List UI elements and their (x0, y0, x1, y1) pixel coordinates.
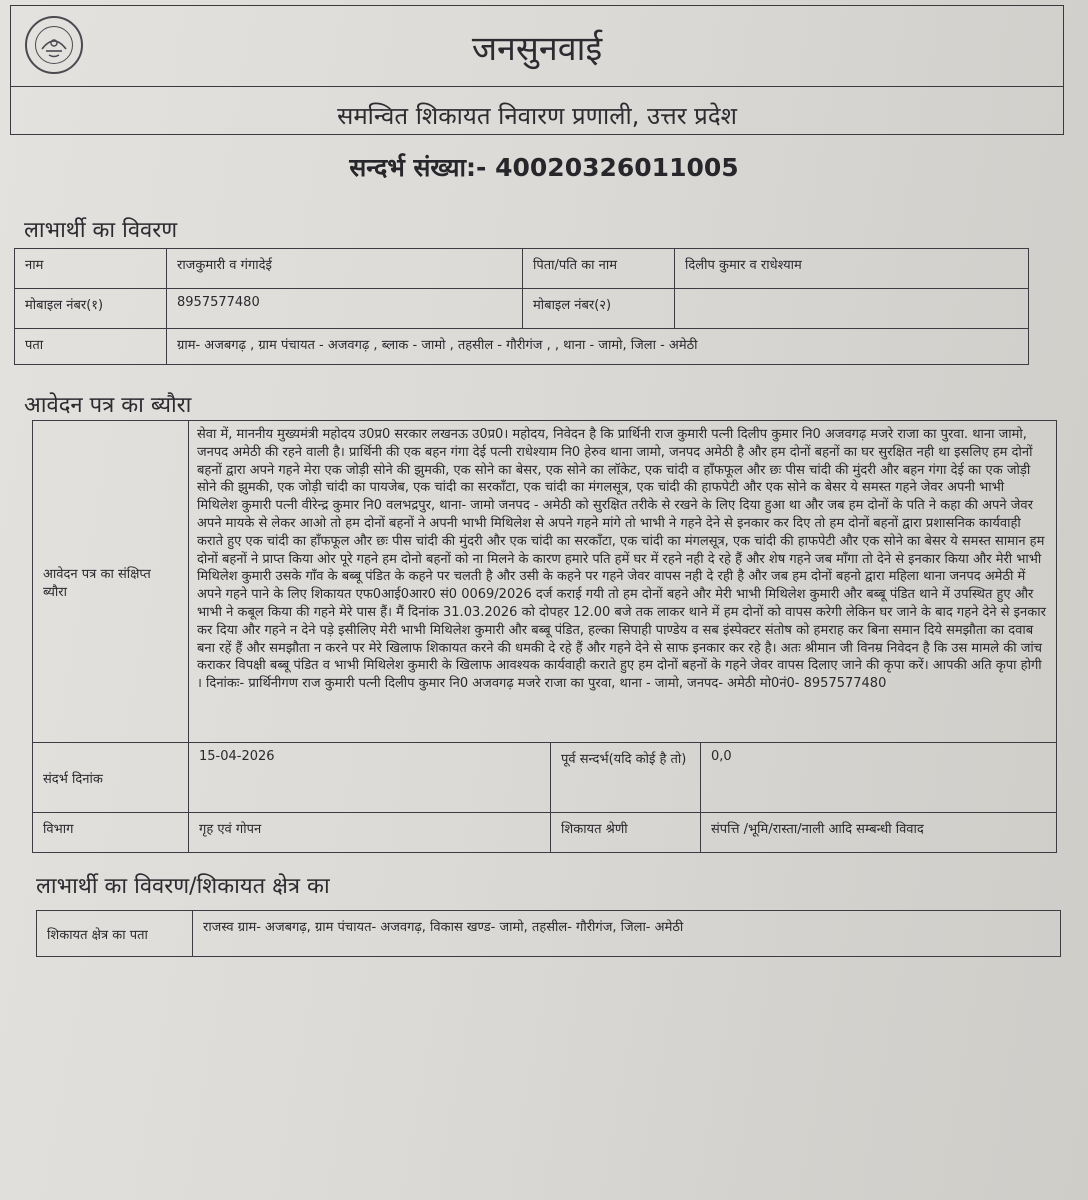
application-section-title: आवेदन पत्र का ब्यौरा (24, 393, 192, 418)
reference-number: 40020326011005 (495, 153, 739, 182)
table-row (15, 329, 1029, 365)
table-row (33, 743, 1057, 813)
table-row (33, 421, 1057, 743)
department-value: गृह एवं गोपन (189, 813, 551, 853)
beneficiary-section-title: लाभार्थी का विवरण (24, 218, 178, 243)
category-label: शिकायत श्रेणी (551, 813, 701, 853)
complaint-area-table (36, 910, 1061, 957)
application-table (32, 420, 1057, 853)
system-name: समन्वित शिकायत निवारण प्रणाली, उत्तर प्रदेश (337, 102, 737, 130)
previous-reference-value: 0,0 (701, 743, 1057, 813)
complaint-area-section-title: लाभार्थी का विवरण/शिकायत क्षेत्र का (36, 874, 330, 899)
beneficiary-table (14, 248, 1029, 365)
header-top-row (11, 6, 1063, 87)
mobile1-label: मोबाइल नंबर(१) (15, 289, 167, 329)
table-row (15, 289, 1029, 329)
reference-number-line (0, 150, 1088, 184)
mobile2-label: मोबाइल नंबर(२) (523, 289, 675, 329)
table-row (33, 813, 1057, 853)
mobile1-value: 8957577480 (167, 289, 523, 329)
table-row (15, 249, 1029, 289)
document-header (10, 5, 1064, 135)
father-husband-label: पिता/पति का नाम (523, 249, 675, 289)
category-value: संपत्ति /भूमि/रास्ता/नाली आदि सम्बन्धी विवाद (701, 813, 1057, 853)
father-husband-value: दिलीप कुमार व राधेश्याम (675, 249, 1029, 289)
department-label: विभाग (33, 813, 189, 853)
portal-name: जनसुनवाई (471, 29, 603, 69)
previous-reference-label: पूर्व सन्दर्भ(यदि कोई है तो) (551, 743, 701, 813)
name-value: राजकुमारी व गंगादेई (167, 249, 523, 289)
reference-date-label: संदर्भ दिनांक (33, 743, 189, 813)
address-label: पता (15, 329, 167, 365)
reference-date-value: 15-04-2026 (189, 743, 551, 813)
complaint-area-address-value: राजस्व ग्राम- अजबगढ़, ग्राम पंचायत- अजवगढ़, विकास खण्ड- जामो, तहसील- गौरीगंज, जिला- अमेठी (193, 911, 1061, 957)
address-value: ग्राम- अजबगढ़ , ग्राम पंचायत - अजवगढ़ , ब्लाक - जामो , तहसील - गौरीगंज , , थाना - जामो, जिला - अमेठी (167, 329, 1029, 365)
table-row (37, 911, 1061, 957)
mobile2-value (675, 289, 1029, 329)
summary-text: सेवा में, माननीय मुख्यमंत्री महोदय उ0प्र0 सरकार लखनऊ उ0प्र0। महोदय, निवेदन है कि प्रार्थिनी राज कुमारी पत्नी दिलीप कुमार नि0 अजवगढ़ मजरे राजा का पुरवा. थाना जामो, जनपद अमेठी की रहने वाली है। प्रार्थिनी की एक बहन गंगा देई पत्नी राधेश्याम नि0 हेरुव थाना जामो, जनपद अमेठी है और हम दोनों बहनों का घर सुरक्षित नही था इसलिए हम दोनों बहनों द्वारा अपने गहने मेरा एक जोड़ी सोने की झुमकी, एक सोने का बेसर, एक सोने का लॉकेट, एक चांदी व हाँफफूल और छः पीस चांदी की मुंदरी और बहन गंगा देई का एक जोड़ी सोने की झुमकी, एक जोड़ी चांदी का पायजेब, एक चांदी का सरकाँटा, एक चांदी का मंगलसूत्र, एक चांदी की हाफपेटी और एक सोने क बेसर ये समस्त गहने जेवर अपनी भाभी मिथिलेश कुमारी पत्नी वीरेन्द्र कुमार नि0 वलभद्रपुर, थाना- जामो जनपद - अमेठी को सुरक्षित तरीके से रखने के लिए दिया हुआ था और जब हम दोनों के पति ने कहा की अपने जेवर अपने मायके से लेकर आओ तो हम दोनों बहनों ने अपनी भाभी मिथिलेश से अपने गहने मांगे तो भाभी ने गहने देने से इनकार कर दिए तो हम दोनों बहनों द्वारा प्रशासनिक कार्यवाही कराते हुए एक चांदी का हाँफफूल और छः पीस चांदी की मुंदरी और एक चांदी का सरकाँटा, एक चांदी का मंगलसूत्र, एक चांदी की हाफपेटी और एक सोने का बेसर ये समस्त सामान हम दोनों बहनों ने प्राप्त किया ओर पूरे गहने हम दोनो बहनों को ना मिलने के कारण हमारे पति हमें घर में रहने नही दे रहे हैं और शेष गहने जब माँगा तो देने से इनकार किया और मेरी भाभी मिथिलेश कुमारी उसके गाँव के बब्बू पंडित के कहने पर चलती है और उसी के कहने पर गहने जेवर वापस नही दे रही है और जब हम दोनों बहनो द्वारा महिला थाना जनपद अमेठी में अपने गहने पाने के लिए शिकायत एफ0आई0आर0 सं0 0069/2026 दर्ज कराई गयी तो हम दोनों बहने और मेरी भाभी मिथिलेश कुमारी और बब्बू पंडित थाने में उपस्थित हुए और भाभी ने कबूल किया की गहने मेरे पास हैं। मैं दिनांक 31.03.2026 को दोपहर 12.00 बजे तक लाकर थाने में हम दोनों को वापस करेगी लेकिन घर जाने के बाद गहने देने से इनकार कर दिया और गहने न देने पड़े इसीलिए मेरी भाभी मिथिलेश कुमारी और बब्बू पंडित, हल्का सिपाही पाण्डेय व सब इंस्पेक्टर संतोष को हमराह कर बिना समान दिये समझौता का दवाब बना रहें हैं और समझौता न करने पर मेरे खिलाफ शिकायत करने की धमकी दे रहे हैं और गहने देने से साफ इनकार कर रहे है। अतः श्रीमान जी विनम्र निवेदन है कि उस मामले की जांच कराकर विपक्षी बब्बू पंडित व भाभी मिथिलेश कुमारी के खिलाफ आवश्यक कार्यवाही कराते हुए हम दोनों बहनों के गहने जेवर वापस दिलाए जाने की कृपा करें। आपकी अति कृपा होगी । दिनांकः- प्रार्थिनीगण राज कुमारी पत्नी दिलीप कुमार नि0 अजवगढ़ मजरे राजा का पुरवा, थाना - जामो, जनपद- अमेठी मो0नं0- 8957577480 (189, 421, 1057, 743)
complaint-area-address-label: शिकायत क्षेत्र का पता (37, 911, 193, 957)
summary-label: आवेदन पत्र का संक्षिप्त ब्यौरा (33, 421, 189, 743)
name-label: नाम (15, 249, 167, 289)
reference-label: सन्दर्भ संख्या:- (349, 153, 487, 182)
